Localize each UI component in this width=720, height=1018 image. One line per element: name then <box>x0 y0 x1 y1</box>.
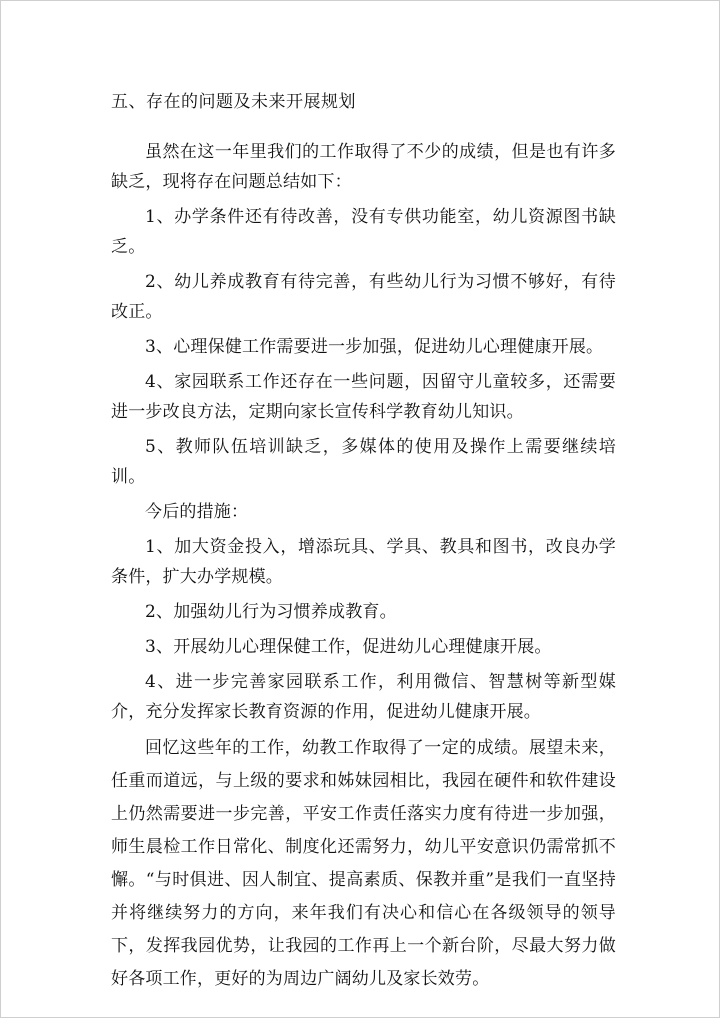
measure-item-3: 3、开展幼儿心理保健工作，促进幼儿心理健康开展。 <box>145 637 552 657</box>
measure-item-2: 2、加强幼儿行为习惯养成教育。 <box>145 602 397 622</box>
intro-paragraph: 虽然在这一年里我们的工作取得了不少的成绩，但是也有许多缺乏，现将存在问题总结如下： <box>111 142 616 192</box>
document-body <box>111 87 616 1001</box>
measures-heading: 今后的措施： <box>145 502 249 522</box>
problem-item-4: 4、家园联系工作还存在一些问题，因留守儿童较多，还需要进一步改良方法，定期向家长宣传科学教育幼儿知识。 <box>111 372 616 422</box>
conclusion-paragraph: 回忆这些年的工作，幼教工作取得了一定的成绩。展望未来，任重而道远，与上级的要求和姊妹园相比，我园在硬件和软件建设上仍然需要进一步完善，平安工作责任落实力度有待进一步加强，师生晨检工作日常化、制度化还需努力，幼儿平安意识仍需常抓不懈。“与时俱进、因人制宜、提高素质、保教并重”是我们一直坚持并将继续努力的方向，来年我们有决心和信心在各级领导的领导下，发挥我园优势，让我园的工作再上一个新台阶，尽最大努力做好各项工作，更好的为周边广阔幼儿及家长效劳。 <box>111 738 616 989</box>
problem-item-2: 2、幼儿养成教育有待完善，有些幼儿行为习惯不够好，有待改正。 <box>111 272 616 322</box>
section-heading: 五、存在的问题及未来开展规划 <box>111 92 356 112</box>
problem-item-5: 5、教师队伍培训缺乏，多媒体的使用及操作上需要继续培训。 <box>111 437 616 487</box>
problem-item-3: 3、心理保健工作需要进一步加强，促进幼儿心理健康开展。 <box>145 337 604 357</box>
measure-item-1: 1、加大资金投入，增添玩具、学具、教具和图书，改良办学条件，扩大办学规模。 <box>111 537 616 587</box>
measure-item-4: 4、进一步完善家园联系工作，利用微信、智慧树等新型媒介，充分发挥家长教育资源的作用，促进幼儿健康开展。 <box>111 672 616 722</box>
problem-item-1: 1、办学条件还有待改善，没有专供功能室，幼儿资源图书缺乏。 <box>111 207 616 257</box>
